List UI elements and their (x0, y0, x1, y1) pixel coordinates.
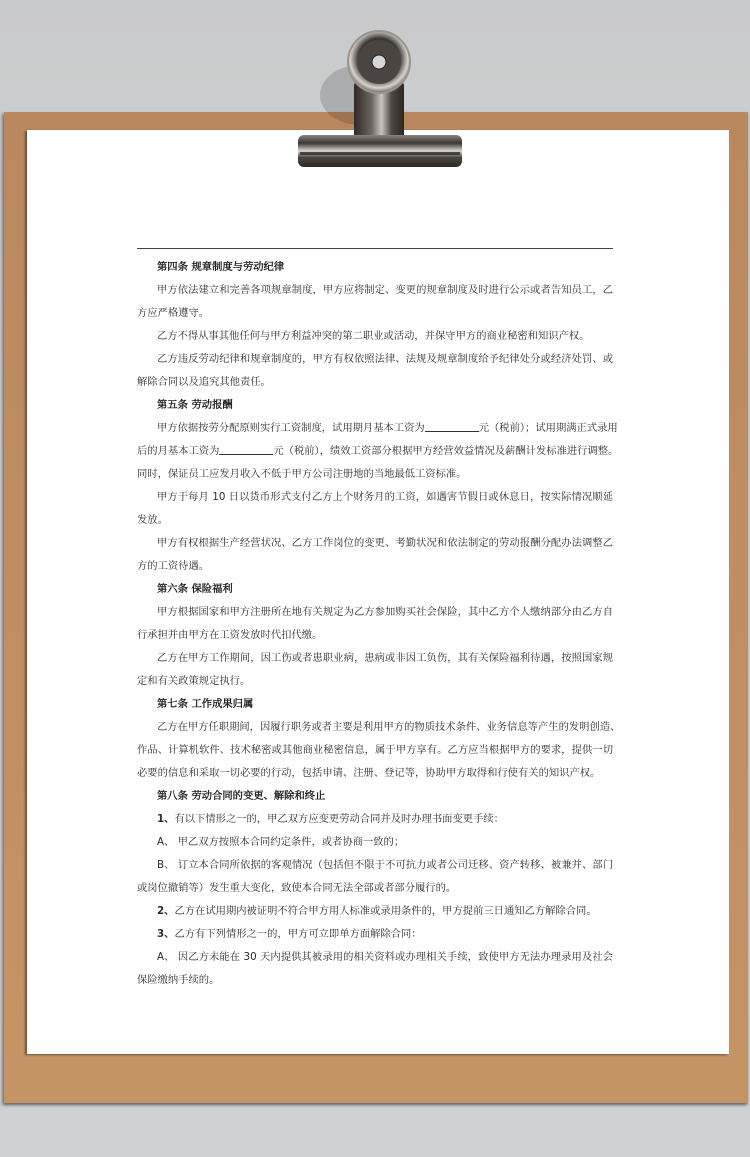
paragraph-line: 作品、计算机软件、技术秘密或其他商业秘密信息，属于甲方享有。乙方应当根据甲方的要求，提供一切 (137, 744, 613, 756)
list-item (137, 808, 613, 831)
list-item: A、 因乙方未能在 30 天内提供其被录用的相关资料或办理相关手续，致使甲方无法办理录用及社会 (157, 951, 613, 963)
paragraph-line: 乙方违反劳动纪律和规章制度的，甲方有权依照法律、法规及规章制度给予纪律处分或经济处罚、或 (157, 353, 613, 365)
paragraph-line: 方应严格遵守。 (137, 307, 210, 319)
item-number: 1、 (157, 813, 175, 825)
list-item-continuation: 或岗位撤销等）发生重大变化，致使本合同无法全部或者部分履行的。 (137, 882, 457, 894)
paragraph-line: 解除合同以及追究其他责任。 (137, 376, 271, 388)
paragraph-line: 同时，保证员工应发月收入不低于甲方公司注册地的当地最低工资标准。 (137, 468, 467, 480)
section-heading: 第八条 劳动合同的变更、解除和终止 (157, 790, 326, 802)
item-text: 有以下情形之一的，甲乙双方应变更劳动合同并及时办理书面变更手续： (174, 813, 504, 825)
paragraph-line: 行承担并由甲方在工资发放时代扣代缴。 (137, 629, 323, 641)
salary-line (137, 440, 619, 463)
paragraph-line: 甲方依法建立和完善各项规章制度，甲方应将制定、变更的规章制度及时进行公示或者告知员工，乙 (157, 284, 613, 296)
item-text: 乙方有下列情形之一的，甲方可立即单方面解除合同： (174, 928, 422, 940)
paragraph-line: 甲方有权根据生产经营状况、乙方工作岗位的变更、考勤状况和依法制定的劳动报酬分配办法调整乙 (157, 537, 613, 549)
list-item-continuation: 保险缴纳手续的。 (137, 974, 220, 986)
list-item (137, 831, 613, 854)
contract-document (137, 248, 621, 992)
paragraph-line: 乙方不得从事其他任何与甲方利益冲突的第二职业或活动，并保守甲方的商业秘密和知识产权。 (157, 330, 590, 342)
section-heading: 第四条 规章制度与劳动纪律 (157, 261, 285, 273)
binder-clip-icon (0, 0, 750, 180)
salary-text: 甲方依据按劳分配原则实行工资制度，试用期月基本工资为 (157, 422, 425, 434)
item-number: 2、 (157, 905, 175, 917)
list-item (137, 923, 613, 946)
section-heading: 第七条 工作成果归属 (157, 698, 254, 710)
header-rule (137, 248, 613, 249)
item-number: 3、 (157, 928, 175, 940)
paragraph-line: 方的工资待遇。 (137, 560, 210, 572)
paragraph-line: 乙方在甲方任职期间，因履行职务或者主要是利用甲方的物质技术条件、业务信息等产生的发明创造、 (157, 721, 621, 733)
section-heading: 第五条 劳动报酬 (157, 399, 233, 411)
list-item: B、 订立本合同所依据的客观情况（包括但不限于不可抗力或者公司迁移、资产转移、被兼并、部门 (157, 859, 613, 871)
paragraph-line: 乙方在甲方工作期间，因工伤或者患职业病，患病或非因工负伤，其有关保险福利待遇，按照国家规 (157, 652, 613, 664)
paragraph-line: 必要的信息和采取一切必要的行动，包括申请、注册、登记等，协助甲方取得和行使有关的知识产权。 (137, 767, 601, 779)
item-text: 乙方在试用期内被证明不符合甲方用人标准或录用条件的，甲方提前三日通知乙方解除合同。 (174, 905, 597, 917)
paragraph-line: 发放。 (137, 514, 168, 526)
salary-line (137, 417, 618, 440)
salary-text: 元（税前）；试用期满正式录用 (478, 422, 618, 434)
section-heading: 第六条 保险福利 (157, 583, 233, 595)
paragraph-line: 甲方根据国家和甲方注册所在地有关规定为乙方参加购买社会保险，其中乙方个人缴纳部分由乙方自 (157, 606, 613, 618)
salary-text: 元（税前），绩效工资部分根据甲方经营效益情况及薪酬计发标准进行调整。 (273, 445, 619, 457)
item-text: A、 甲乙双方按照本合同约定条件，或者协商一致的； (157, 836, 405, 848)
paragraph-line: 甲方于每月 10 日以货币形式支付乙方上个财务月的工资，如遇害节假日或休息日，按实际情况顺延 (157, 491, 613, 503)
paragraph-line: 定和有关政策规定执行。 (137, 675, 251, 687)
salary-text: 后的月基本工资为 (137, 445, 220, 457)
regular-salary-blank[interactable] (219, 442, 273, 455)
list-item (137, 900, 613, 923)
probation-salary-blank[interactable] (425, 419, 479, 432)
